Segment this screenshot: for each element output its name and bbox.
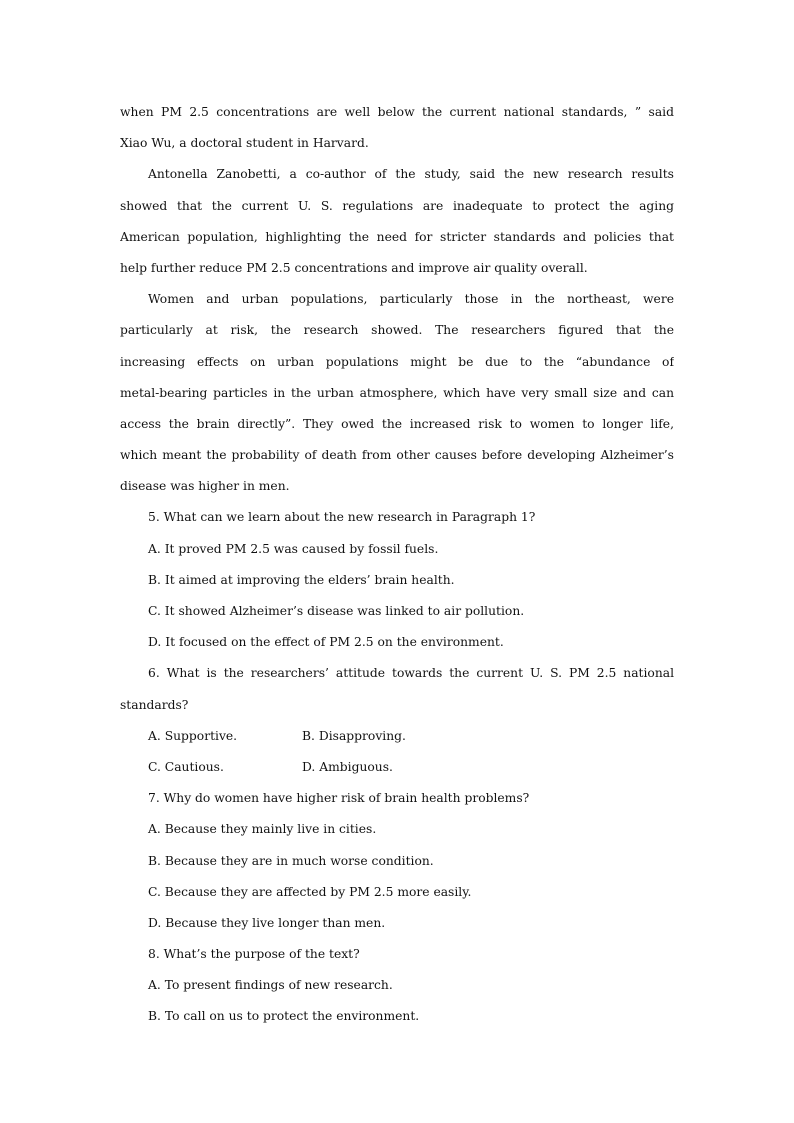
document-page	[120, 97, 674, 1033]
option-b: B. It aimed at improving the elders’ brain health.	[148, 572, 455, 587]
question-7	[120, 783, 674, 939]
option-c: C. Because they are affected by PM 2.5 more easily.	[148, 884, 472, 899]
passage-paragraph-1	[120, 159, 674, 284]
question-stem-continued: standards?	[120, 697, 189, 712]
passage-line: increasing effects on urban populations might be due to the “abundance of	[120, 354, 674, 369]
option-b: B. Disapproving.	[302, 728, 406, 743]
passage-line: access the brain directly”. They owed the increased risk to women to longer life,	[120, 416, 674, 431]
passage-paragraph-2	[120, 284, 674, 502]
passage-line: Women and urban populations, particularly those in the northeast, were	[148, 292, 674, 307]
question-6	[120, 658, 674, 783]
question-stem: 6. What is the researchers’ attitude towards the current U. S. PM 2.5 national	[148, 666, 674, 681]
option-d: D. Ambiguous.	[302, 759, 393, 774]
option-d: D. Because they live longer than men.	[148, 915, 386, 930]
question-5	[120, 502, 674, 658]
passage-line: Antonella Zanobetti, a co-author of the study, said the new research results	[148, 167, 674, 182]
option-c: C. Cautious.	[148, 759, 224, 774]
question-stem: 7. Why do women have higher risk of brain health problems?	[148, 791, 530, 806]
options-row	[120, 721, 674, 752]
option-b: B. To call on us to protect the environment.	[148, 1009, 420, 1024]
passage-line: help further reduce PM 2.5 concentrations and improve air quality overall.	[120, 260, 588, 275]
passage-line: Xiao Wu, a doctoral student in Harvard.	[120, 136, 369, 151]
option-c: C. It showed Alzheimer’s disease was linked to air pollution.	[148, 604, 525, 618]
passage-line: showed that the current U. S. regulations are inadequate to protect the aging	[120, 198, 674, 213]
question-8	[120, 939, 674, 1033]
passage-paragraph-0	[120, 97, 674, 159]
passage-line: American population, highlighting the need for stricter standards and policies that	[120, 229, 674, 244]
options-row	[120, 752, 674, 783]
passage-line: metal-bearing particles in the urban atmosphere, which have very small size and can	[120, 385, 674, 400]
question-stem: 5. What can we learn about the new research in Paragraph 1?	[148, 510, 536, 525]
option-a: A. It proved PM 2.5 was caused by fossil fuels.	[148, 541, 439, 556]
passage-line: disease was higher in men.	[120, 479, 290, 494]
option-a: A. Supportive.	[148, 728, 238, 743]
option-a: A. Because they mainly live in cities.	[148, 822, 377, 837]
passage-line: which meant the probability of death from other causes before developing Alzheimer’s	[120, 448, 674, 463]
passage-line: particularly at risk, the research showed. The researchers figured that the	[120, 323, 674, 338]
passage-line: when PM 2.5 concentrations are well below the current national standards, ” said	[120, 105, 674, 119]
option-a: A. To present findings of new research.	[148, 978, 393, 993]
option-d: D. It focused on the effect of PM 2.5 on the environment.	[148, 635, 504, 650]
question-stem: 8. What’s the purpose of the text?	[148, 947, 360, 962]
option-b: B. Because they are in much worse condition.	[148, 853, 434, 868]
